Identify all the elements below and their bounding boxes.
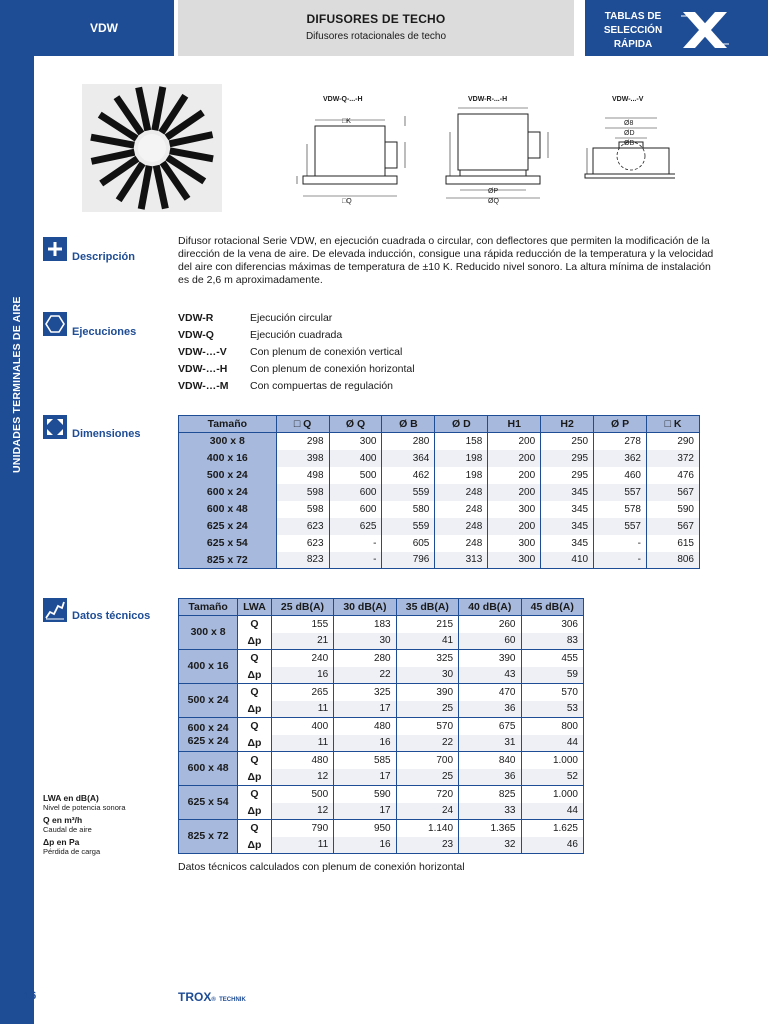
size-cell: 625 x 54 xyxy=(179,535,277,552)
table-cell: 248 xyxy=(435,484,488,501)
table-cell: 345 xyxy=(541,484,594,501)
brand-name: TROX xyxy=(178,990,212,1004)
quantity-symbol: Q xyxy=(238,752,272,769)
table-cell: 462 xyxy=(382,467,435,484)
table-cell: 43 xyxy=(459,667,521,684)
table-cell: 567 xyxy=(647,518,700,535)
hexagon-icon xyxy=(43,312,67,336)
table-cell: 32 xyxy=(459,837,521,854)
description-text: Difusor rotacional Serie VDW, en ejecución cuadrada o circular, con deflectores que permiten la modificación de la dirección de la vena de aire. De elevada inducción, consigue una rápida reducción de la temperatura y la velocidad del aire con diferencias máximas de temperatura de ±10 K. Reducido nivel sonoro. La altura mínima de instalación es de 2,6 m aproximadamente. xyxy=(178,235,714,286)
table-cell: 720 xyxy=(396,786,458,803)
table-cell: 22 xyxy=(396,735,458,752)
size-cell xyxy=(179,650,238,684)
table-cell: 559 xyxy=(382,484,435,501)
legend-desc: Pérdida de carga xyxy=(43,847,101,856)
table-cell: 325 xyxy=(334,684,396,701)
quantity-symbol: Δp xyxy=(238,633,272,650)
table-cell: 364 xyxy=(382,450,435,467)
side-bar xyxy=(0,0,37,1024)
dim-label-b: ØB xyxy=(624,140,635,147)
table-cell: 500 xyxy=(329,467,382,484)
section-label-descripcion: Descripción xyxy=(72,251,135,263)
dimensions-table xyxy=(178,415,700,569)
table-row xyxy=(179,501,700,518)
units-legend xyxy=(43,793,173,859)
table-header-row xyxy=(179,599,584,616)
list-item xyxy=(178,343,415,360)
section-label-ejecuciones: Ejecuciones xyxy=(72,326,137,338)
size-label: 500 x 24 xyxy=(187,694,229,706)
table-cell: 280 xyxy=(334,650,396,667)
table-cell: 455 xyxy=(521,650,584,667)
table-cell: 25 xyxy=(396,701,458,718)
execution-code: VDW-…-H xyxy=(178,362,228,375)
table-cell: 559 xyxy=(382,518,435,535)
dim-label-oq: ØQ xyxy=(488,198,499,205)
table-header-row xyxy=(179,416,700,433)
quantity-symbol: Δp xyxy=(238,769,272,786)
dim-label-p: ØP xyxy=(488,188,499,195)
table-cell: 300 xyxy=(329,433,382,450)
quantity-symbol: Q xyxy=(238,820,272,837)
table-cell: 278 xyxy=(594,433,647,450)
ejecuciones-list xyxy=(178,309,415,394)
legend-key: Q en m³/h xyxy=(43,815,83,825)
table-cell: 480 xyxy=(334,718,396,735)
quantity-symbol: Q xyxy=(238,786,272,803)
table-cell: 625 xyxy=(329,518,382,535)
table-cell: 83 xyxy=(521,633,584,650)
table-cell: 52 xyxy=(521,769,584,786)
page-number: 16 xyxy=(24,990,37,1002)
execution-desc: Con plenum de conexión horizontal xyxy=(250,362,415,375)
table-cell: 200 xyxy=(488,433,541,450)
table-cell: 44 xyxy=(521,735,584,752)
size-label: 825 x 72 xyxy=(187,830,229,842)
quantity-symbol: Q xyxy=(238,650,272,667)
table-cell: 700 xyxy=(396,752,458,769)
table-cell: 313 xyxy=(435,552,488,569)
size-cell xyxy=(179,786,238,820)
size-cell xyxy=(179,616,238,650)
table-cell: 44 xyxy=(521,803,584,820)
drawing-label-q: VDW-Q-...-H xyxy=(323,96,363,103)
table-cell: 295 xyxy=(541,467,594,484)
column-header: H2 xyxy=(541,416,594,433)
legend-desc: Nivel de potencia sonora xyxy=(43,803,126,812)
table-cell: 578 xyxy=(594,501,647,518)
table-cell: 1.140 xyxy=(396,820,458,837)
size-cell: 400 x 16 xyxy=(179,450,277,467)
list-item xyxy=(178,326,415,343)
table-cell: 1.625 xyxy=(521,820,584,837)
table-cell: 22 xyxy=(334,667,396,684)
table-cell: 198 xyxy=(435,467,488,484)
table-cell: 470 xyxy=(459,684,521,701)
table-cell: 557 xyxy=(594,518,647,535)
legend-key: LWA en dB(A) xyxy=(43,793,99,803)
section-label-dimensiones: Dimensiones xyxy=(72,428,141,440)
column-header: Ø Q xyxy=(329,416,382,433)
list-item xyxy=(178,377,415,394)
size-cell xyxy=(179,684,238,718)
table-cell: 567 xyxy=(647,484,700,501)
dim-label-d: ØD xyxy=(624,130,635,137)
table-cell: 557 xyxy=(594,484,647,501)
drawing-label-r: VDW-R-...-H xyxy=(468,96,508,103)
page-title: DIFUSORES DE TECHO xyxy=(306,12,446,26)
quantity-symbol: Q xyxy=(238,684,272,701)
table-cell: 16 xyxy=(271,667,333,684)
table-cell: 300 xyxy=(488,501,541,518)
table-cell: 200 xyxy=(488,467,541,484)
product-code: VDW xyxy=(34,0,174,56)
brand-logo: TROX® TECHNIK xyxy=(178,990,246,1004)
quantity-symbol: Δp xyxy=(238,837,272,854)
table-row xyxy=(179,633,584,650)
drawing-vdw-q-h xyxy=(285,92,420,212)
table-cell: 265 xyxy=(271,684,333,701)
table-cell: 215 xyxy=(396,616,458,633)
section-label-datos-tecnicos: Datos técnicos xyxy=(72,610,151,622)
size-cell: 825 x 72 xyxy=(179,552,277,569)
column-header: Ø B xyxy=(382,416,435,433)
table-row xyxy=(179,786,584,803)
table-cell: 36 xyxy=(459,769,521,786)
table-row xyxy=(179,820,584,837)
size-cell: 600 x 48 xyxy=(179,501,277,518)
table-cell: 11 xyxy=(271,837,333,854)
table-cell: 240 xyxy=(271,650,333,667)
plus-icon xyxy=(43,237,67,261)
table-cell: 1.365 xyxy=(459,820,521,837)
table-row xyxy=(179,650,584,667)
quantity-symbol: Q xyxy=(238,616,272,633)
table-cell: 840 xyxy=(459,752,521,769)
table-row xyxy=(179,552,700,569)
size-cell: 600 x 24 xyxy=(179,484,277,501)
table-row xyxy=(179,518,700,535)
table-cell: 345 xyxy=(541,518,594,535)
table-row xyxy=(179,803,584,820)
table-cell: 11 xyxy=(271,735,333,752)
table-cell: 295 xyxy=(541,450,594,467)
table-cell: 306 xyxy=(521,616,584,633)
dim-label-q: □Q xyxy=(342,198,352,205)
table-row xyxy=(179,467,700,484)
table-cell: 498 xyxy=(276,467,329,484)
table-cell: 590 xyxy=(647,501,700,518)
table-cell: 790 xyxy=(271,820,333,837)
table-cell: 825 xyxy=(459,786,521,803)
column-header: 35 dB(A) xyxy=(396,599,458,616)
execution-code: VDW-Q xyxy=(178,328,214,341)
table-cell: 410 xyxy=(541,552,594,569)
table-cell: 598 xyxy=(276,501,329,518)
table-cell: 200 xyxy=(488,484,541,501)
column-header: Tamaño xyxy=(179,416,277,433)
table-cell: 200 xyxy=(488,518,541,535)
execution-code: VDW-…-V xyxy=(178,345,227,358)
table-cell: 30 xyxy=(396,667,458,684)
table-cell: 800 xyxy=(521,718,584,735)
table-cell: 25 xyxy=(396,769,458,786)
table-cell: 17 xyxy=(334,701,396,718)
column-header: □ Q xyxy=(276,416,329,433)
table-cell: 823 xyxy=(276,552,329,569)
table-cell: 476 xyxy=(647,467,700,484)
quantity-symbol: Q xyxy=(238,718,272,735)
header-title-box xyxy=(178,0,574,56)
table-cell: 500 xyxy=(271,786,333,803)
brand-sub: TECHNIK xyxy=(219,997,246,1003)
list-item xyxy=(178,360,415,377)
table-cell: 390 xyxy=(396,684,458,701)
table-row xyxy=(179,701,584,718)
table-cell: 1.000 xyxy=(521,752,584,769)
table-cell: 623 xyxy=(276,518,329,535)
table-cell: 21 xyxy=(271,633,333,650)
table-cell: 17 xyxy=(334,769,396,786)
column-header: Ø P xyxy=(594,416,647,433)
legend-desc: Caudal de aire xyxy=(43,825,92,834)
table-cell: 12 xyxy=(271,769,333,786)
chart-icon xyxy=(43,598,67,622)
column-header: 40 dB(A) xyxy=(459,599,521,616)
table-row xyxy=(179,752,584,769)
table-cell: 325 xyxy=(396,650,458,667)
table-cell: 605 xyxy=(382,535,435,552)
page-subtitle: Difusores rotacionales de techo xyxy=(305,31,447,42)
table-row xyxy=(179,735,584,752)
sidebar-section-title: UNIDADES TERMINALES DE AIRE xyxy=(11,296,23,474)
table-cell: 806 xyxy=(647,552,700,569)
table-cell: 300 xyxy=(488,552,541,569)
quick-tables-box[interactable] xyxy=(585,0,768,56)
table-cell: 400 xyxy=(329,450,382,467)
size-label: 300 x 8 xyxy=(190,626,226,638)
table-cell: 796 xyxy=(382,552,435,569)
column-header: 30 dB(A) xyxy=(334,599,396,616)
table-cell: 31 xyxy=(459,735,521,752)
table-cell: 248 xyxy=(435,501,488,518)
size-cell: 500 x 24 xyxy=(179,467,277,484)
table-cell: 372 xyxy=(647,450,700,467)
size-cell: 625 x 24 xyxy=(179,518,277,535)
table-row xyxy=(179,433,700,450)
size-cell xyxy=(179,752,238,786)
table-cell: 33 xyxy=(459,803,521,820)
size-cell xyxy=(179,820,238,854)
table-cell: 590 xyxy=(334,786,396,803)
table-row xyxy=(179,718,584,735)
table-cell: 1.000 xyxy=(521,786,584,803)
table-cell: 41 xyxy=(396,633,458,650)
diffuser-photo xyxy=(82,84,222,212)
table-cell: 345 xyxy=(541,535,594,552)
quick-selection-logo-icon xyxy=(681,10,729,50)
table-cell: 11 xyxy=(271,701,333,718)
table-cell: 158 xyxy=(435,433,488,450)
table-cell: 675 xyxy=(459,718,521,735)
table-cell: 12 xyxy=(271,803,333,820)
column-header: □ K xyxy=(647,416,700,433)
table-cell: 398 xyxy=(276,450,329,467)
execution-desc: Ejecución circular xyxy=(250,311,333,324)
table-row xyxy=(179,616,584,633)
table-cell: 198 xyxy=(435,450,488,467)
table-cell: 30 xyxy=(334,633,396,650)
quick-tables-label: TABLAS DE SELECCIÓN RÁPIDA xyxy=(603,11,663,50)
quantity-symbol: Δp xyxy=(238,735,272,752)
table-cell: 17 xyxy=(334,803,396,820)
table-cell: 250 xyxy=(541,433,594,450)
table-cell: 280 xyxy=(382,433,435,450)
table-cell: 155 xyxy=(271,616,333,633)
size-label: 625 x 54 xyxy=(187,796,229,808)
table-cell: 600 xyxy=(329,484,382,501)
column-header: 45 dB(A) xyxy=(521,599,584,616)
table-cell: 623 xyxy=(276,535,329,552)
table-cell: 570 xyxy=(521,684,584,701)
quantity-symbol: Δp xyxy=(238,701,272,718)
table-cell: 59 xyxy=(521,667,584,684)
table-cell: 290 xyxy=(647,433,700,450)
table-cell: 200 xyxy=(488,450,541,467)
table-cell: 260 xyxy=(459,616,521,633)
table-cell: 345 xyxy=(541,501,594,518)
column-header: H1 xyxy=(488,416,541,433)
legend-key: Δp en Pa xyxy=(43,837,80,847)
table-cell: 362 xyxy=(594,450,647,467)
column-header: Ø D xyxy=(435,416,488,433)
dim-label-8: Ø8 xyxy=(624,120,634,127)
execution-desc: Ejecución cuadrada xyxy=(250,328,343,341)
size-label: 600 x 48 xyxy=(187,762,229,774)
table-cell: 598 xyxy=(276,484,329,501)
table-cell: 460 xyxy=(594,467,647,484)
table-cell: 53 xyxy=(521,701,584,718)
size-cell: 300 x 8 xyxy=(179,433,277,450)
table-cell: 183 xyxy=(334,616,396,633)
table-row xyxy=(179,667,584,684)
table-cell: - xyxy=(594,552,647,569)
table-cell: 615 xyxy=(647,535,700,552)
table-cell: - xyxy=(594,535,647,552)
execution-code: VDW-…-M xyxy=(178,379,229,392)
table-cell: 248 xyxy=(435,518,488,535)
table-cell: 480 xyxy=(271,752,333,769)
table-cell: 46 xyxy=(521,837,584,854)
quantity-symbol: Δp xyxy=(238,803,272,820)
table-cell: 298 xyxy=(276,433,329,450)
column-header: Tamaño xyxy=(179,599,238,616)
table-cell: 585 xyxy=(334,752,396,769)
table-cell: 60 xyxy=(459,633,521,650)
dim-label-k: □K xyxy=(342,118,351,125)
table-cell: - xyxy=(329,552,382,569)
quantity-symbol: Δp xyxy=(238,667,272,684)
execution-code: VDW-R xyxy=(178,311,214,324)
size-label: 625 x 24 xyxy=(187,734,229,747)
table-cell: 23 xyxy=(396,837,458,854)
size-cell xyxy=(179,718,238,752)
table-cell: - xyxy=(329,535,382,552)
execution-desc: Con plenum de conexión vertical xyxy=(250,345,403,358)
table-cell: 400 xyxy=(271,718,333,735)
table-row xyxy=(179,769,584,786)
table-cell: 580 xyxy=(382,501,435,518)
table-row xyxy=(179,484,700,501)
table-cell: 390 xyxy=(459,650,521,667)
table-row xyxy=(179,535,700,552)
table-row xyxy=(179,684,584,701)
list-item xyxy=(178,309,415,326)
table-cell: 950 xyxy=(334,820,396,837)
expand-arrows-icon xyxy=(43,415,67,439)
table-cell: 16 xyxy=(334,735,396,752)
table-cell: 16 xyxy=(334,837,396,854)
table-row xyxy=(179,837,584,854)
execution-desc: Con compuertas de regulación xyxy=(250,379,394,392)
technical-data-note: Datos técnicos calculados con plenum de conexión horizontal xyxy=(178,861,465,873)
size-label: 400 x 16 xyxy=(187,660,229,672)
drawing-label-v: VDW-...-V xyxy=(612,96,644,103)
size-label: 600 x 24 xyxy=(187,721,229,734)
table-cell: 600 xyxy=(329,501,382,518)
table-cell: 24 xyxy=(396,803,458,820)
table-cell: 300 xyxy=(488,535,541,552)
table-cell: 248 xyxy=(435,535,488,552)
table-cell: 36 xyxy=(459,701,521,718)
column-header: LWA xyxy=(238,599,272,616)
column-header: 25 dB(A) xyxy=(271,599,333,616)
technical-data-table xyxy=(178,598,584,854)
table-row xyxy=(179,450,700,467)
table-cell: 570 xyxy=(396,718,458,735)
